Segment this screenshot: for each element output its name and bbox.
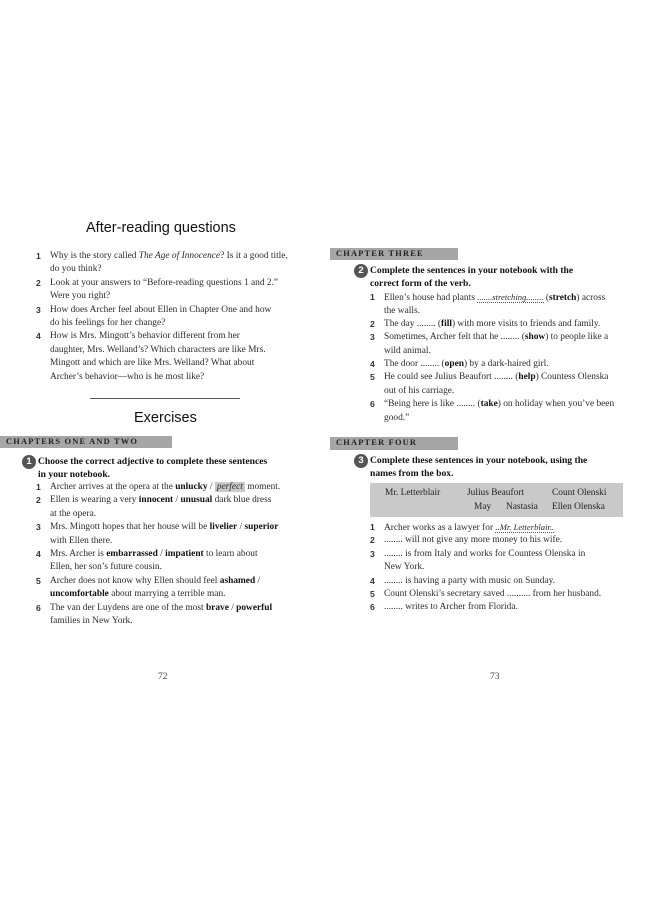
exercise-item xyxy=(370,575,655,588)
after-reading-question xyxy=(36,277,326,304)
item-text: Count Olenski’s secretary saved .......... from her husband. xyxy=(384,589,602,599)
exercise-instruction: Complete the sentences in your notebook with the correct form of the verb. xyxy=(370,265,574,289)
item-number: 5 xyxy=(36,575,41,586)
item-text: Mrs. Archer is embarrassed / impatient to learn about Ellen, her son’s future cousin. xyxy=(50,549,258,573)
exercise-item xyxy=(36,481,326,494)
exercise-item xyxy=(370,601,655,614)
item-number: 6 xyxy=(36,602,41,613)
page-number: 72 xyxy=(158,672,168,682)
item-text: How does Archer feel about Ellen in Chapter One and how do his feelings for her change? xyxy=(50,304,272,328)
item-number: 6 xyxy=(370,602,375,613)
item-text: He could see Julius Beaufort ........ (help) Countess Olenska out of his carriage. xyxy=(384,372,609,396)
item-text: Look at your answers to “Before-reading questions 1 and 2.” Were you right? xyxy=(50,277,279,302)
box-name: Mr. Letterblair xyxy=(385,488,441,498)
exercise-item xyxy=(370,291,655,318)
item-number: 1 xyxy=(370,522,375,532)
item-text: The day ........ (fill) with more visits to friends and family. xyxy=(384,318,601,329)
exercise-item xyxy=(370,318,655,331)
item-text: ........ is from Italy and works for Countess Olenska in New York. xyxy=(384,548,586,573)
page-number: 73 xyxy=(490,672,500,682)
after-reading-question xyxy=(36,330,326,384)
exercise-item xyxy=(370,358,655,371)
exercise-instruction: Complete these sentences in your notebook, using the names from the box. xyxy=(370,455,588,479)
item-number: 1 xyxy=(36,482,41,492)
item-number: 3 xyxy=(36,304,41,315)
item-text: How is Mrs. Mingott’s behavior different from her daughter, Mrs. Welland’s? Which characters are like Mrs. Mingott and which are like Mrs. Welland? What about Archer’s behavior—who is he most like? xyxy=(50,331,266,382)
item-text: Mrs. Mingott hopes that her house will be livelier / superior with Ellen there. xyxy=(50,522,279,546)
exercise-number-badge: 1 xyxy=(22,455,36,469)
exercise-item xyxy=(36,602,326,629)
box-name: Nastasia xyxy=(506,502,538,512)
exercise-item xyxy=(370,548,655,575)
exercises-heading: Exercises xyxy=(134,410,197,426)
item-text: Ellen’s house had plants .......stretching........ (stretch) across the walls. xyxy=(384,292,606,317)
exercise-instruction: Choose the correct adjective to complete these sentences in your notebook. xyxy=(38,456,268,480)
item-number: 4 xyxy=(370,575,375,586)
item-text: ........ is having a party with music on Sunday. xyxy=(384,575,555,586)
exercise-item xyxy=(370,331,655,358)
item-number: 4 xyxy=(36,549,41,559)
section-label-chapters-one-two: CHAPTERS ONE AND TWO xyxy=(0,436,172,448)
item-text: Ellen is wearing a very innocent / unusual dark blue dress at the opera. xyxy=(50,495,272,519)
item-number: 2 xyxy=(36,495,41,506)
after-reading-question xyxy=(36,250,326,277)
item-number: 2 xyxy=(370,318,375,329)
section-divider xyxy=(90,398,240,399)
exercise-item xyxy=(370,534,655,547)
item-text: Why is the story called The Age of Innocence? Is it a good title, do you think? xyxy=(50,251,288,275)
item-text: Archer does not know why Ellen should feel ashamed / uncomfortable about marrying a terrible man. xyxy=(50,575,261,600)
item-text: “Being here is like ........ (take) on holiday when you’ve been good.” xyxy=(384,399,615,423)
item-number: 4 xyxy=(370,359,375,369)
names-box xyxy=(370,483,623,517)
exercise-number-badge: 2 xyxy=(354,264,368,278)
exercise-item xyxy=(36,521,326,548)
item-number: 6 xyxy=(370,399,375,410)
item-number: 5 xyxy=(370,372,375,383)
item-number: 3 xyxy=(370,548,375,559)
item-text: Sometimes, Archer felt that he ........ (show) to people like a wild animal. xyxy=(384,332,609,356)
item-text: ........ will not give any more money to his wife. xyxy=(384,535,563,546)
item-number: 2 xyxy=(370,535,375,546)
box-name: Ellen Olenska xyxy=(552,502,605,512)
item-text: The door ........ (open) by a dark-haired girl. xyxy=(384,359,549,369)
exercise-number-badge: 3 xyxy=(354,454,368,468)
box-name: May xyxy=(474,502,492,512)
section-label-chapter-four: CHAPTER FOUR xyxy=(330,437,458,449)
after-reading-heading: After-reading questions xyxy=(86,220,236,236)
item-number: 5 xyxy=(370,589,375,599)
right-page xyxy=(330,0,660,904)
exercise-item xyxy=(36,548,326,575)
after-reading-question xyxy=(36,304,326,331)
item-number: 3 xyxy=(370,332,375,343)
section-label-chapter-three: CHAPTER THREE xyxy=(330,248,458,260)
item-text: The van der Luydens are one of the most brave / powerful families in New York. xyxy=(50,602,273,626)
item-number: 4 xyxy=(36,331,41,342)
item-text: ........ writes to Archer from Florida. xyxy=(384,602,518,613)
exercise-item xyxy=(36,494,326,521)
item-number: 1 xyxy=(36,251,41,261)
item-number: 3 xyxy=(36,522,41,533)
exercise-item xyxy=(370,371,655,398)
item-number: 2 xyxy=(36,277,41,288)
item-number: 1 xyxy=(370,292,375,302)
box-name: Count Olenski xyxy=(552,488,607,498)
exercise-item xyxy=(370,521,655,534)
box-name: Julius Beaufort xyxy=(467,488,525,498)
exercise-item xyxy=(36,575,326,602)
exercise-item xyxy=(370,588,655,601)
item-text: Archer arrives at the opera at the unlucky / perfect moment. xyxy=(50,482,281,492)
exercise-item xyxy=(370,398,655,425)
item-text: Archer works as a lawyer for ..Mr. Letterblair.. xyxy=(384,522,555,533)
